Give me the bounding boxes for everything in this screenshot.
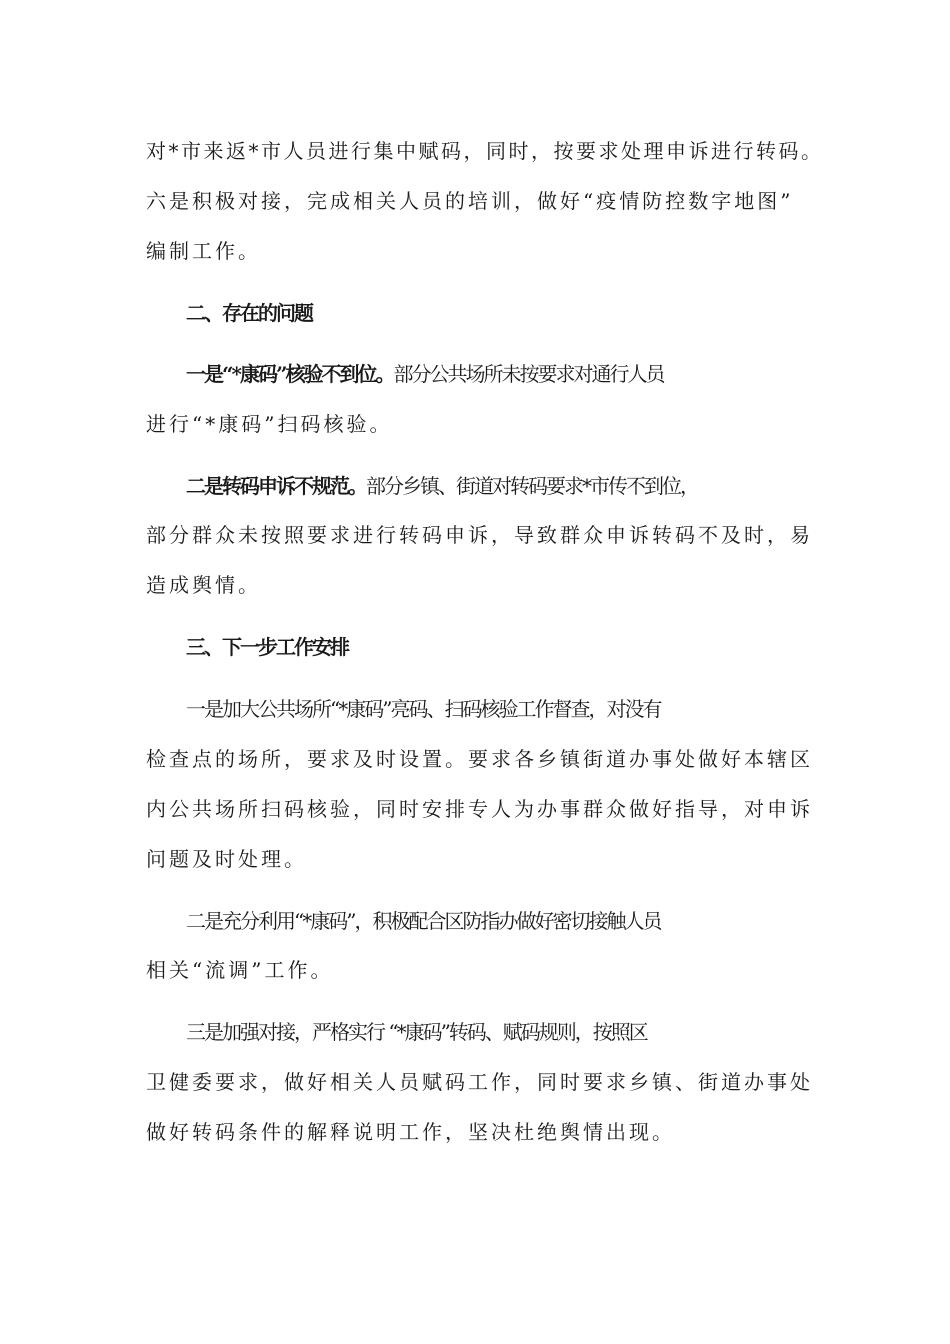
- problem-1-text: 部分公共场所未按要求对通行人员: [393, 362, 664, 386]
- problem-2-line-2: 部分群众未按照要求进行转码申诉，导致群众申诉转码不及时，易: [146, 523, 813, 547]
- step-2-line-2: 相关“流调”工作。: [146, 958, 334, 982]
- section-heading-next-steps: 三、下一步工作安排: [186, 635, 348, 659]
- step-1-line-2: 检查点的场所，要求及时设置。要求各乡镇街道办事处做好本辖区: [146, 747, 813, 771]
- step-1-line-3: 内公共场所扫码核验，同时安排专人为办事群众做好指导，对申诉: [146, 797, 813, 821]
- step-3-line-3: 做好转码条件的解释说明工作，坚决杜绝舆情出现。: [146, 1120, 675, 1144]
- problem-2-text: 部分乡镇、街道对转码要求*市传不到位，: [366, 474, 698, 498]
- step-1-line-1: 一是加大公共场所“*康码”亮码、扫码核验工作督查，对没有: [186, 697, 661, 721]
- section-heading-problems: 二、存在的问题: [186, 301, 312, 325]
- intro-line-3: 编制工作。: [146, 239, 261, 263]
- problem-2-line-3: 造成舆情。: [146, 573, 261, 597]
- problem-1-line-1: [186, 361, 866, 387]
- step-3-line-2: 卫健委要求，做好相关人员赋码工作，同时要求乡镇、街道办事处: [146, 1070, 813, 1094]
- problem-1-line-2: 进行“*康码”扫码核验。: [146, 412, 393, 436]
- intro-line-2: 六是积极对接，完成相关人员的培训，做好“疫情防控数字地图”: [146, 189, 794, 213]
- intro-line-1: 对*市来返*市人员进行集中赋码，同时，按要求处理申诉进行转码。: [146, 139, 824, 163]
- problem-2-line-1: [186, 473, 866, 499]
- problem-2-title: 二是转码申诉不规范。: [186, 474, 366, 498]
- step-2-line-1: 二是充分利用“*康码”，积极配合区防指办做好密切接触人员: [186, 909, 661, 933]
- problem-1-title: 一是“*康码”核验不到位。: [186, 362, 394, 386]
- step-3-line-1: 三是加强对接，严格实行 “*康码”转码、赋码规则，按照区: [186, 1020, 647, 1044]
- step-1-line-4: 问题及时处理。: [146, 847, 307, 871]
